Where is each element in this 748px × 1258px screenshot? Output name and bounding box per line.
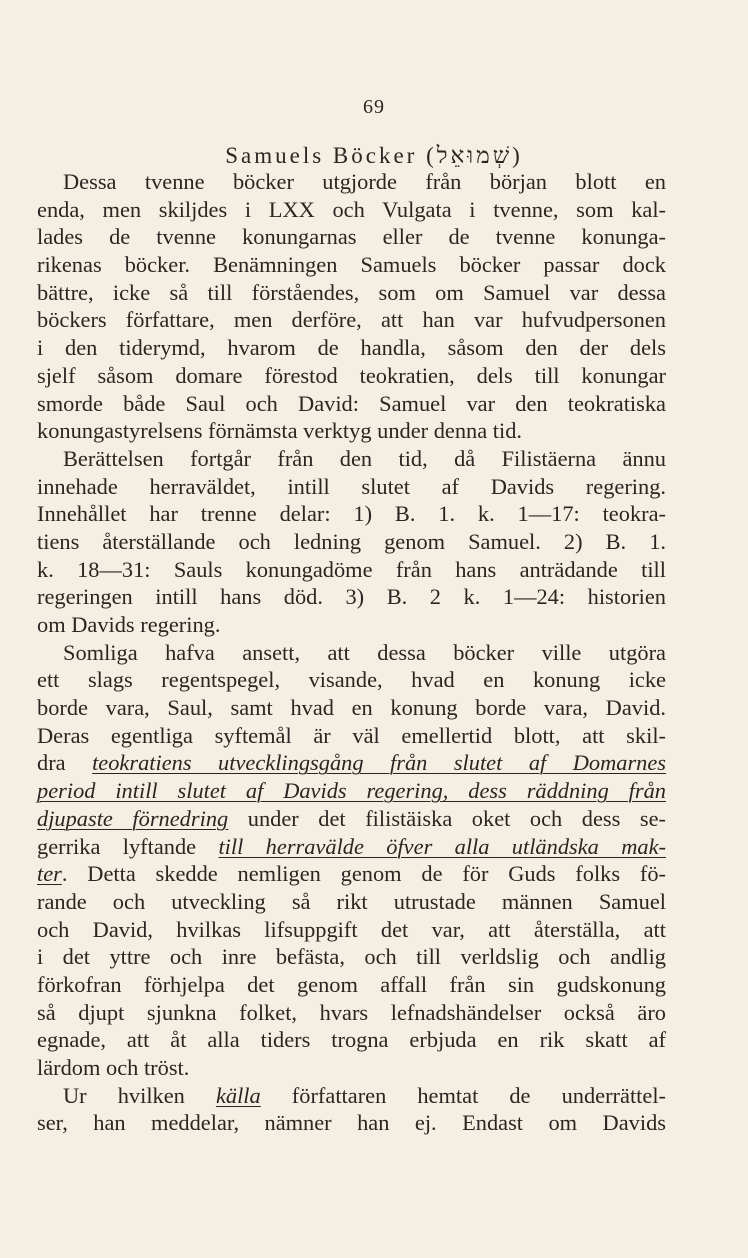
- text-line: [37, 362, 666, 390]
- text-line: [37, 306, 666, 334]
- text-run: bättre, icke så till förståendes, som om Samuel var dessa: [37, 279, 666, 305]
- page-title: Samuels Böcker (שְׁמוּאֵל): [225, 143, 523, 168]
- text-line: [37, 943, 666, 971]
- text-line: [37, 528, 666, 556]
- text-run: lades de tvenne konungarnas eller de tvenne konunga-: [37, 224, 666, 250]
- text-run: . Detta skedde nemligen genom de för Guds folks fö-: [61, 861, 666, 887]
- text-run: böckers författare, men derföre, att han var hufvudpersonen: [37, 307, 666, 333]
- text-run: i den tiderymd, hvarom de handla, såsom den der dels: [37, 335, 666, 361]
- text-line: [37, 196, 666, 224]
- text-run: under det filistäiska oket och dess se-: [228, 805, 667, 831]
- text-run: sjelf såsom domare förestod teokratien, dels till konungar: [37, 362, 666, 388]
- text-line: [37, 805, 666, 833]
- text-run: förkofran förhjelpa det genom affall från sin gudskonung: [37, 971, 666, 997]
- text-line: [37, 916, 666, 944]
- text-run: Dessa tvenne böcker utgjorde från början blott en: [63, 169, 666, 194]
- text-line: [37, 749, 666, 777]
- text-run: Somliga hafva ansett, att dessa böcker ville utgöra: [63, 639, 666, 665]
- text-run: enda, men skiljdes i LXX och Vulgata i tvenne, som kal-: [37, 196, 666, 222]
- text-run: dra: [37, 750, 93, 776]
- text-run: k. 18—31: Sauls konungadöme från hans anträdande till: [37, 556, 666, 582]
- text-run: ett slags regentspegel, visande, hvad en konung icke: [37, 667, 666, 693]
- text-run: egnade, att åt alla tiders trogna erbjuda en rik skatt af: [37, 1027, 666, 1053]
- text-run: författaren hemtat de underrättel-: [260, 1082, 667, 1108]
- text-line: [37, 1109, 666, 1137]
- text-run: lärdom och tröst.: [37, 1055, 190, 1080]
- text-run: innehade herraväldet, intill slutet af Davids regering.: [37, 473, 666, 499]
- body-text: [37, 168, 666, 1137]
- text-line: [37, 971, 666, 999]
- text-line: [37, 1054, 666, 1082]
- text-line: [37, 777, 666, 805]
- text-line: [37, 722, 666, 750]
- text-run: konungastyrelsens förnämsta verktyg under denna tid.: [37, 418, 523, 444]
- text-line: [37, 445, 666, 473]
- text-run: om Davids regering.: [37, 612, 221, 637]
- text-line: [37, 999, 666, 1027]
- text-run: Ur hvilken: [63, 1082, 216, 1108]
- text-run: tiens återställande och ledning genom Samuel. 2) B. 1.: [37, 528, 666, 554]
- text-run: så djupt sjunkna folket, hvars lefnadshändelser också äro: [37, 999, 666, 1025]
- emphasized-text: ter: [37, 861, 62, 887]
- text-run: Berättelsen fortgår från den tid, då Filistäerna ännu: [63, 445, 666, 471]
- text-line: [37, 473, 666, 501]
- text-line: [37, 500, 666, 528]
- text-line: [37, 223, 666, 251]
- text-line: [37, 1082, 666, 1110]
- emphasized-text: period intill slutet af Davids regering, dess räddning från: [37, 778, 666, 804]
- emphasized-text: källa: [215, 1082, 261, 1108]
- text-run: gerrika lyftande: [37, 833, 219, 859]
- text-run: Deras egentliga syftemål är väl emellertid blott, att skil-: [37, 722, 666, 748]
- text-run: rikenas böcker. Benämningen Samuels böcker passar dock: [37, 252, 666, 278]
- text-line: [37, 583, 666, 611]
- text-run: och David, hvilkas lifsuppgift det var, att återställa, att: [37, 916, 666, 942]
- text-line: [37, 611, 666, 639]
- text-run: regeringen intill hans död. 3) B. 2 k. 1—24: historien: [37, 584, 666, 610]
- text-run: smorde både Saul och David: Samuel var den teokratiska: [37, 390, 666, 416]
- text-line: [37, 390, 666, 418]
- text-line: [37, 639, 666, 667]
- text-line: [37, 833, 666, 861]
- text-line: [37, 1026, 666, 1054]
- text-line: [37, 417, 666, 445]
- text-run: ser, han meddelar, nämner han ej. Endast om Davids: [37, 1110, 666, 1136]
- text-line: [37, 334, 666, 362]
- text-line: [37, 694, 666, 722]
- emphasized-text: djupaste förnedring: [37, 805, 229, 831]
- emphasized-text: till herravälde öfver alla utländska mak-: [218, 833, 666, 859]
- text-line: [37, 860, 666, 888]
- text-line: [37, 666, 666, 694]
- text-run: rande och utveckling så rikt utrustade männen Samuel: [37, 888, 666, 914]
- text-line: [37, 556, 666, 584]
- text-run: Innehållet har trenne delar: 1) B. 1. k. 1—17: teokra-: [37, 501, 666, 527]
- text-run: i det yttre och inre befästa, och till verldslig och andlig: [37, 944, 666, 970]
- text-run: borde vara, Saul, samt hvad en konung borde vara, David.: [37, 695, 666, 721]
- page-number: 69: [363, 96, 385, 118]
- text-line: [37, 279, 666, 307]
- text-line: [37, 251, 666, 279]
- text-line: [37, 888, 666, 916]
- emphasized-text: teokratiens utvecklingsgång från slutet af Domarnes: [92, 750, 667, 776]
- text-line: [37, 168, 666, 196]
